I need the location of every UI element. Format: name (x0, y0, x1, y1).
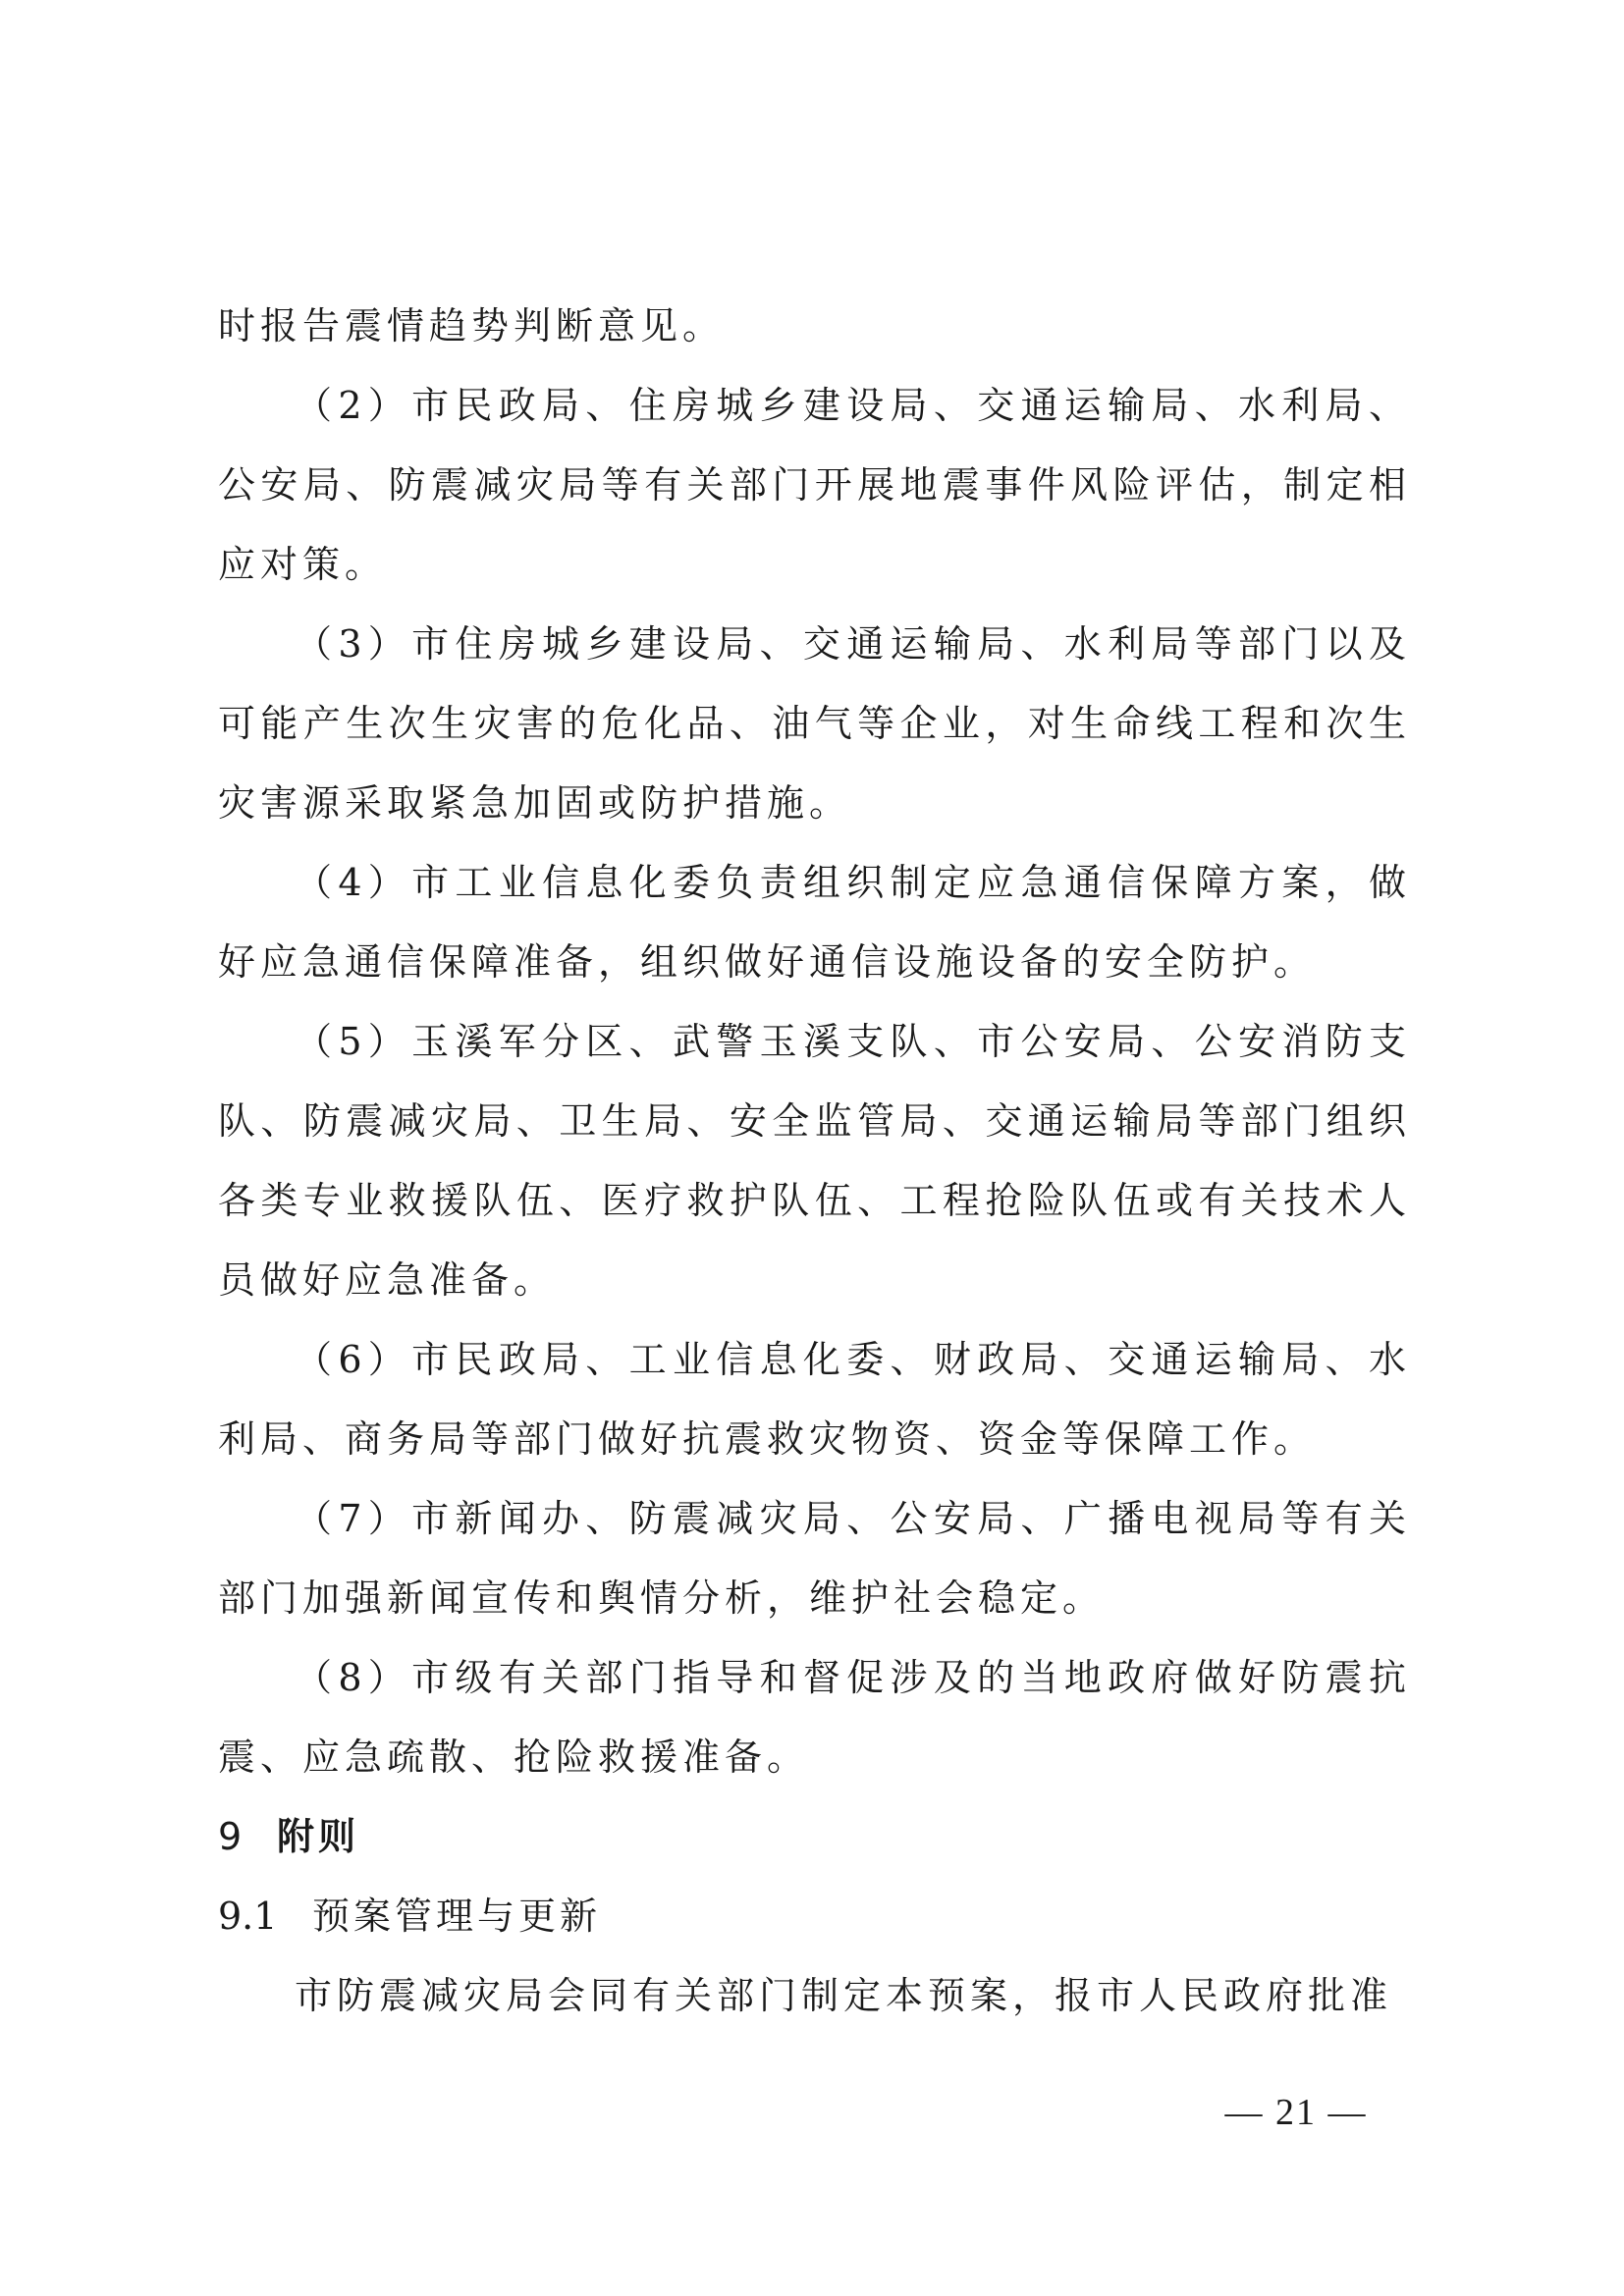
paragraph-plan-management: 市防震减灾局会同有关部门制定本预案，报市人民政府批准 (295, 1974, 1393, 2017)
section-heading-9 (218, 1797, 1411, 1877)
paragraph-item-6: （6）市民政局、工业信息化委、财政局、交通运输局、水利局、商务局等部门做好抗震救灾物资、资金等保障工作。 (218, 1338, 1411, 1461)
paragraph-item-4: （4）市工业信息化委负责组织制定应急通信保障方案，做好应急通信保障准备，组织做好通信设施设备的安全防护。 (218, 861, 1411, 984)
subsection-number: 9.1 (218, 1895, 278, 1938)
document-body (218, 287, 1411, 2036)
subsection-title: 预案管理与更新 (312, 1895, 602, 1938)
paragraph-continuation: 时报告震情趋势判断意见。 (218, 304, 726, 347)
paragraph-item-5: （5）玉溪军分区、武警玉溪支队、市公安局、公安消防支队、防震减灾局、卫生局、安全监管局、交通运输局等部门组织各类专业救援队伍、医疗救护队伍、工程抢险队伍或有关技术人员做好应急准备。 (218, 1020, 1411, 1302)
subsection-heading-9-1 (218, 1877, 1411, 1956)
page-number: — 21 — (1224, 2092, 1368, 2133)
paragraph-item-2: （2）市民政局、住房城乡建设局、交通运输局、水利局、公安局、防震减灾局等有关部门开展地震事件风险评估，制定相应对策。 (218, 384, 1411, 586)
section-number: 9 (218, 1815, 246, 1858)
paragraph-item-8: （8）市级有关部门指导和督促涉及的当地政府做好防震抗震、应急疏散、抢险救援准备。 (218, 1656, 1411, 1779)
section-title: 附则 (277, 1815, 360, 1858)
paragraph-item-7: （7）市新闻办、防震减灾局、公安局、广播电视局等有关部门加强新闻宣传和舆情分析，维护社会稳定。 (218, 1497, 1411, 1620)
paragraph-item-3: （3）市住房城乡建设局、交通运输局、水利局等部门以及可能产生次生灾害的危化品、油气等企业，对生命线工程和次生灾害源采取紧急加固或防护措施。 (218, 622, 1411, 825)
